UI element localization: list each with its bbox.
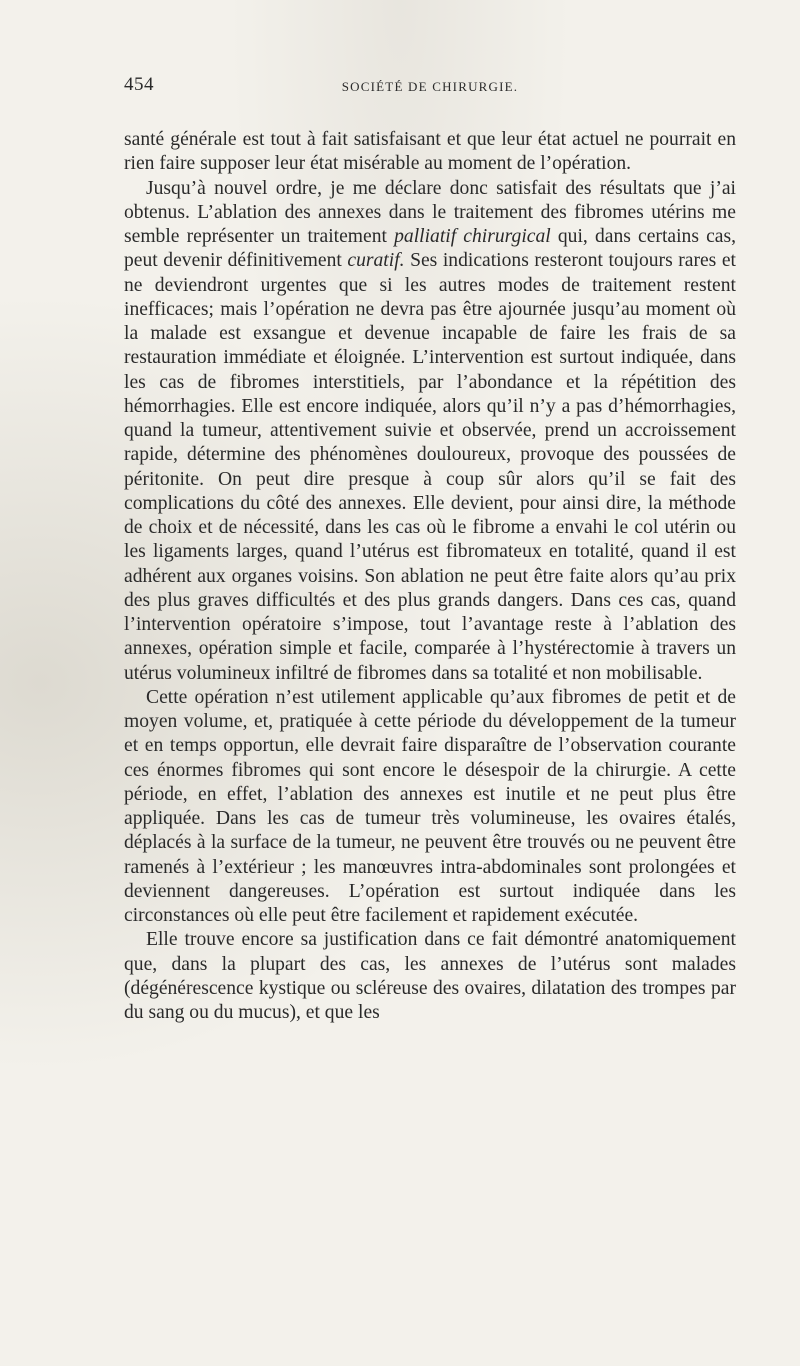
text-segment: Elle trouve encore sa justification dans ce fait démontré anatomiquement que, dans la plupart des cas, les annexes de l’utérus sont malades (dégénérescence kystique ou scléreuse des ovaires, dilatation des trompes par du sang ou du mucus), et que les	[124, 929, 736, 1023]
italic-text: palliatif chirurgical	[394, 226, 551, 247]
paragraph	[124, 128, 736, 177]
text-segment: Cette opération n’est utilement applicable qu’aux fibromes de petit et de moyen volume, et, pratiquée à cette période du développement de la tumeur et en temps opportun, elle devrait faire disparaître de l’observation courante ces énormes fibromes qui sont encore le désespoir de la chirurgie. A cette période, en effet, l’ablation des annexes est inutile et ne peut plus être appliquée. Dans les cas de tumeur très volumineuse, les ovaires étalés, déplacés à la surface de la tumeur, ne peuvent être trouvés ou ne peuvent être ramenés à l’extérieur ; les manœuvres intra-abdominales sont prolongées et deviennent dangereuses. L’opération est surtout indiquée dans les circonstances où elle peut être facilement et rapidement exécutée.	[124, 686, 736, 926]
text-segment: Jusqu’à nouvel ordre, je me déclare donc satisfait des résultats que j’ai obtenus. L’ablation des annexes dans le traitement des fibromes utérins me semble représenter un traitement	[124, 177, 736, 247]
text-segment: qui, dans certains cas, peut devenir définitivement	[124, 226, 737, 272]
text-segment: Ses indications resteront toujours rares et ne deviendront urgentes que si les autres modes de traitement restent inefficaces; mais l’opération ne devra pas être ajournée jusqu’au moment où la malade est exsangue et devenue incapable de faire les frais de sa restauration immédiate et éloignée. L’intervention est surtout indiquée, dans les cas de fibromes interstitiels, par l’abondance et la répétition des hémorrhagies. Elle est encore indiquée, alors qu’il n’y a pas d’hémorrhagies, quand la tumeur, attentivement suivie et observée, prend un accroissement rapide, détermine des phénomènes douloureux, provoque des poussées de péritonite. On peut dire presque à coup sûr alors qu’il se fait des complications du côté des annexes. Elle devient, pour ainsi dire, la méthode de choix et de nécessité, dans les cas où le fibrome a envahi le col utérin ou les ligaments larges, quand l’utérus est fibromateux en totalité, quand il est adhérent aux organes voisins. Son ablation ne peut être faite alors qu’au prix des plus graves difficultés et des plus grands dangers. Dans ces cas, quand l’intervention opératoire s’impose, tout l’avantage reste à l’ablation des annexes, opération simple et facile, comparée à l’hystérectomie à travers un utérus volumineux infiltré de fibromes dans sa totalité et non mobilisable.	[124, 250, 736, 684]
running-head: SOCIÉTÉ DE CHIRURGIE.	[341, 79, 519, 94]
body-text	[124, 128, 736, 1025]
page-header	[124, 74, 736, 104]
paragraph	[124, 928, 736, 1025]
paragraph	[124, 686, 736, 929]
text-segment: santé générale est tout à fait satisfaisant et que leur état actuel ne pourrait en rien faire supposer leur état misérable au moment de l’opération.	[124, 129, 736, 175]
paragraph	[124, 177, 736, 686]
italic-text: curatif.	[347, 250, 405, 272]
page-number: 454	[124, 74, 154, 95]
